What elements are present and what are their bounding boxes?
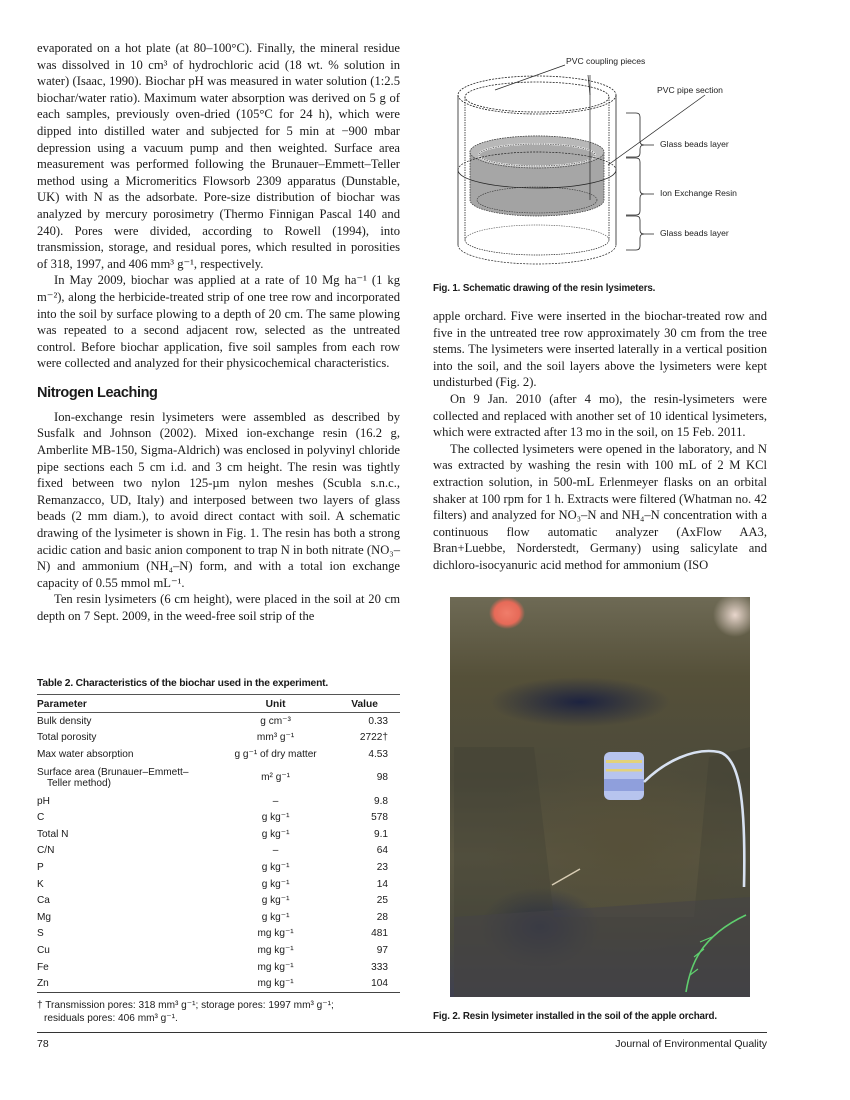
cell-value: 9.8 bbox=[373, 795, 388, 807]
cell-unit: g kg⁻¹ bbox=[261, 895, 290, 907]
table-row bbox=[37, 843, 400, 860]
cell-parameter: S bbox=[37, 928, 44, 940]
cell-unit: g kg⁻¹ bbox=[261, 911, 290, 923]
cell-value: 333 bbox=[371, 961, 388, 973]
cell-parameter: Max water absorption bbox=[37, 748, 134, 760]
cell-value: 0.33 bbox=[368, 715, 388, 727]
cell-unit: mg kg⁻¹ bbox=[257, 944, 294, 956]
label-ion-exchange-resin: Ion Exchange Resin bbox=[660, 188, 737, 198]
section-heading-nitrogen-leaching: Nitrogen Leaching bbox=[37, 384, 158, 401]
table-row bbox=[37, 826, 400, 843]
cell-parameter: Bulk density bbox=[37, 715, 92, 727]
cell-parameter: P bbox=[37, 861, 44, 873]
cell-parameter: Zn bbox=[37, 978, 49, 990]
table-row bbox=[37, 909, 400, 926]
cell-unit: mg kg⁻¹ bbox=[257, 961, 294, 973]
table-row bbox=[37, 892, 400, 909]
table-2 bbox=[37, 678, 400, 1025]
cell-value: 4.53 bbox=[368, 748, 388, 760]
figure-1-caption: Fig. 1. Schematic drawing of the resin lysimeters. bbox=[433, 283, 656, 294]
paragraph-n-extraction: The collected lysimeters were opened in the laboratory, and N was extracted by washing the resin with 100 mL of 2 M KCl extraction solution, in 500-mL Erlenmeyer flasks on an orbital shaker at 100 rpm for 1 h. Extracts were filtered (Whatman no. 42 filters) and analyzed for NO₃–N and NH₄–N concentration with a continuous flow automatic analyzer (AxFlow AA3, Bran+Luebbe, Norderstedt, Germany) using salicylate and dichloro-isocyanuric acid method for ammonium (ISO bbox=[433, 441, 767, 572]
header-value: Value bbox=[329, 695, 400, 713]
cell-parameter: pH bbox=[37, 795, 50, 807]
label-glass-beads-bottom: Glass beads layer bbox=[660, 228, 729, 238]
cell-unit: g kg⁻¹ bbox=[261, 828, 290, 840]
table-footnote bbox=[37, 999, 400, 1025]
cell-parameter bbox=[37, 763, 222, 793]
paragraph-biochar-application: In May 2009, biochar was applied at a rate of 10 Mg ha⁻¹ (1 kg m⁻²), along the herbicide-treated strip of one tree row and incorporated into the soil by surface plowing to a depth of 20 cm. The same plowing was repeated to a second adjacent row, selected as the untreated control. Before biochar application, five soil samples from each row were collected and analyzed for their physicochemical characteristics. bbox=[37, 273, 400, 371]
table-row bbox=[37, 713, 400, 730]
cell-unit: m² g⁻¹ bbox=[261, 772, 291, 784]
cell-parameter: C/N bbox=[37, 845, 55, 857]
table-footnote-line2: residuals pores: 406 mm³ g⁻¹. bbox=[44, 1012, 178, 1024]
table-row bbox=[37, 763, 400, 793]
cell-unit: g kg⁻¹ bbox=[261, 878, 290, 890]
cell-value: 23 bbox=[376, 861, 388, 873]
cell-unit: mm³ g⁻¹ bbox=[256, 732, 295, 744]
page-number: 78 bbox=[37, 1038, 49, 1050]
table-row bbox=[37, 942, 400, 959]
cell-value: 14 bbox=[376, 878, 388, 890]
table-row bbox=[37, 876, 400, 893]
table-row bbox=[37, 975, 400, 992]
paragraph-lysimeter-assembly: Ion-exchange resin lysimeters were assembled as described by Susfalk and Johnson (2002). Mixed ion-exchange resin (16.2 g, Amberlite MB-150, Sigma-Aldrich) was enclosed in polyvinyl chloride pipe sections each 5 cm i.d. and 3 cm height. The resin was tightly fixed between two nylon 125-µm nylon meshes (Scubla s.n.c., Remanzacco, UD, Italy) and interposed between two layers of glass beads (2 mm diam.), to avoid direct contact with soil. A schematic drawing of the lysimeter is shown in Fig. 1. The resin has both a strong acidic cation and basic anion component to trap N in both nitrate (NO₃–N) and ammonium (NH₄–N) form, and with a total ion exchange capacity of 0.55 mmol mL⁻¹. bbox=[37, 409, 400, 590]
right-column bbox=[433, 308, 767, 574]
paragraph-methods-continued: evaporated on a hot plate (at 80–100°C). Finally, the mineral residue was dissolved in 10 cm³ of hydrochloric acid (18 wt. % solution in water) (Isaac, 1990). Biochar pH was measured in water solution (1:2.5 biochar/water ratio). Maximum water absorption was derived on 5 g of each samples, previously oven-dried (105°C for 24 h), which were dipped into distilled water and subjected for 5 min at −900 mbar depression using a vacuum pump and then weighted. Surface area measurement was performed following the Brunauer–Emmett–Teller method using a Micromeritics Flowsorb 2309 apparatus (Dunstable, UK) with N as the adsorbate. Pore-size distribution of biochar was analyzed by mercury porosimetry (Thermo Finnigan Pascal 140 and 240). Pores were divided, according to Rowell (1994), into transmission, storage, and residual pores, which resulted in porosities of 318, 1997, and 406 mm³ g⁻¹, respectively. bbox=[37, 41, 400, 271]
cell-parameter: Fe bbox=[37, 961, 49, 973]
cell-unit: g g⁻¹ of dry matter bbox=[234, 748, 317, 760]
cell-parameter: K bbox=[37, 878, 44, 890]
cell-parameter: Total N bbox=[37, 828, 69, 840]
cell-value: 481 bbox=[371, 928, 388, 940]
table-row bbox=[37, 793, 400, 810]
table-row bbox=[37, 746, 400, 763]
header-unit: Unit bbox=[222, 695, 329, 713]
table-footnote-line1: † Transmission pores: 318 mm³ g⁻¹; storage pores: 1997 mm³ g⁻¹; bbox=[37, 999, 334, 1011]
label-pvc-coupling-pieces: PVC coupling pieces bbox=[566, 56, 646, 66]
cell-parameter: Ca bbox=[37, 895, 50, 907]
figure-2-caption: Fig. 2. Resin lysimeter installed in the soil of the apple orchard. bbox=[433, 1011, 717, 1022]
paragraph-lysimeter-placement: Ten resin lysimeters (6 cm height), were placed in the soil at 20 cm depth on 7 Sept. 2009, in the weed-free soil strip of the bbox=[37, 592, 400, 623]
cell-unit: – bbox=[272, 795, 279, 807]
cell-parameter-line2: Teller method) bbox=[47, 777, 111, 789]
cell-value: 64 bbox=[376, 845, 388, 857]
cell-parameter: Mg bbox=[37, 911, 52, 923]
table-row bbox=[37, 859, 400, 876]
table-row bbox=[37, 926, 400, 943]
cell-parameter-line1: Surface area (Brunauer–Emmett– bbox=[37, 766, 189, 778]
cell-unit: mg kg⁻¹ bbox=[257, 978, 294, 990]
paragraph-lysimeter-replacement: On 9 Jan. 2010 (after 4 mo), the resin-lysimeters were collected and replaced with another set of 10 identical lysimeters, which were extracted after 13 mo in the soil, on 15 Feb. 2011. bbox=[433, 391, 767, 440]
figure-2-photograph bbox=[450, 597, 750, 997]
cell-unit: g kg⁻¹ bbox=[261, 861, 290, 873]
cell-value: 104 bbox=[371, 978, 388, 990]
cell-value: 28 bbox=[376, 911, 388, 923]
cell-parameter: Total porosity bbox=[37, 732, 97, 744]
biochar-characteristics-table bbox=[37, 694, 400, 993]
table-caption: Table 2. Characteristics of the biochar used in the experiment. bbox=[37, 678, 329, 689]
cell-value: 97 bbox=[376, 944, 388, 956]
cell-value: 578 bbox=[371, 812, 388, 824]
label-glass-beads-top: Glass beads layer bbox=[660, 139, 729, 149]
cell-parameter: Cu bbox=[37, 944, 50, 956]
paragraph-lysimeter-insertion: apple orchard. Five were inserted in the biochar-treated row and five in the untreated tree row approximately 30 cm from the tree stems. The lysimeters were inserted laterally in a vertical position into the soil, and the soil layers above the lysimeters were kept undisturbed (Fig. 2). bbox=[433, 309, 767, 390]
journal-name: Journal of Environmental Quality bbox=[615, 1038, 767, 1050]
cell-value: 9.1 bbox=[373, 828, 388, 840]
lysimeter-diagram bbox=[440, 40, 780, 280]
cell-unit: mg kg⁻¹ bbox=[257, 928, 294, 940]
table-row bbox=[37, 809, 400, 826]
table-row bbox=[37, 730, 400, 747]
cell-unit: – bbox=[272, 845, 279, 857]
cell-parameter: C bbox=[37, 812, 45, 824]
label-pvc-pipe-section: PVC pipe section bbox=[657, 85, 723, 95]
cell-value: 2722† bbox=[359, 732, 388, 744]
header-parameter: Parameter bbox=[37, 695, 222, 713]
cell-unit: g cm⁻³ bbox=[260, 715, 291, 727]
table-header-row bbox=[37, 695, 400, 713]
cell-unit: g kg⁻¹ bbox=[261, 812, 290, 824]
footer-rule bbox=[37, 1032, 767, 1033]
cell-value: 25 bbox=[376, 895, 388, 907]
lysimeter-in-soil-illustration bbox=[454, 597, 750, 997]
left-column bbox=[37, 40, 400, 625]
cell-value: 98 bbox=[376, 772, 388, 784]
figure-1-schematic bbox=[440, 40, 780, 280]
table-row bbox=[37, 959, 400, 976]
